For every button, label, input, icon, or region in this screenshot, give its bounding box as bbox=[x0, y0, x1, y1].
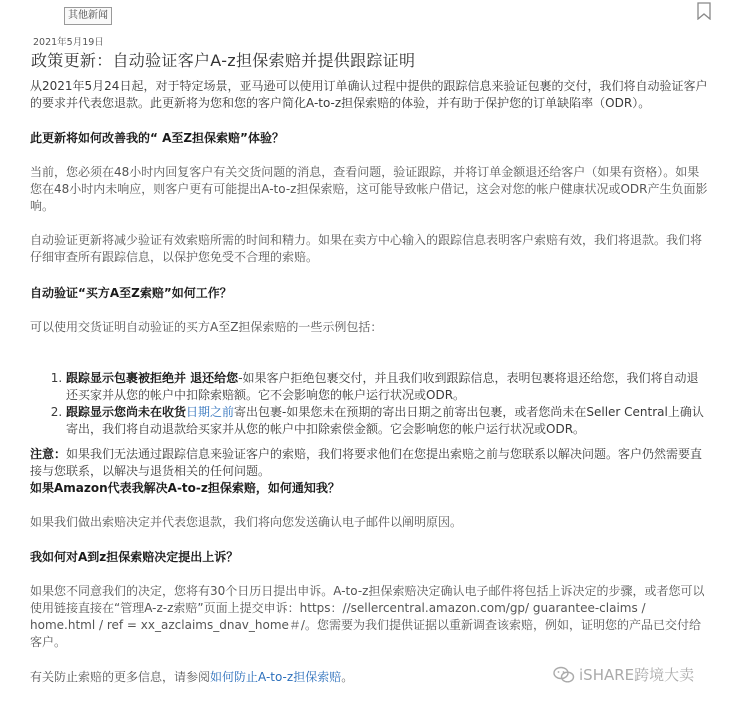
article-date: 2021年5月19日 bbox=[33, 37, 104, 48]
watermark bbox=[553, 664, 694, 685]
list-item bbox=[66, 404, 710, 438]
list-item-link[interactable]: 日期之前 bbox=[186, 405, 235, 419]
list-item bbox=[66, 370, 710, 404]
paragraph-end: 。 bbox=[341, 670, 354, 684]
bookmark-icon[interactable] bbox=[697, 2, 711, 20]
category-tag[interactable]: 其他新闻 bbox=[64, 7, 112, 25]
section-heading: 自动验证“买方A至Z索赔”如何工作？ bbox=[30, 286, 232, 300]
article-body bbox=[30, 78, 710, 686]
intro-paragraph: 从2021年5月24日起，对于特定场景，亚马逊可以使用订单确认过程中提供的跟踪信息来验证包裹的交付，我们将自动验证客户的要求并代表您退款。此更新将为您和您的客户简化A-to-z担保索赔的体验，并有助于保护您的订单缺陷率（ODR）。 bbox=[30, 79, 708, 110]
section-heading: 我如何对A到z担保索赔决定提出上诉？ bbox=[30, 550, 239, 564]
list-item-bold: 跟踪显示您尚未在收货 bbox=[66, 405, 187, 419]
paragraph: 如果我们做出索赔决定并代表您退款，我们将向您发送确认电子邮件以阐明原因。 bbox=[30, 515, 463, 529]
wechat-icon bbox=[553, 666, 575, 684]
note-label: 注意： bbox=[30, 447, 67, 461]
note-text: 如果我们无法通过跟踪信息来验证客户的索赔，我们将要求他们在您提出索赔之前与您联系以解决问题。客户仍然需要直接与您联系，以解决与退货相关的任何问题。 bbox=[30, 447, 703, 478]
watermark-text: iSHARE跨境大卖 bbox=[579, 666, 695, 684]
note-paragraph bbox=[30, 446, 710, 480]
prevent-claims-link[interactable]: 如何防止A-to-z担保索赔 bbox=[210, 670, 342, 684]
top-bar bbox=[0, 0, 735, 26]
paragraph: 如果您不同意我们的决定，您将有30个日历日提出申诉。A-to-z担保索赔决定确认电子邮件将包括上诉决定的步骤，或者您可以使用链接直接在“管理A-z-z索赔”页面上提交申诉：https：//sellercentral.amazon.com/gp/ guarantee-claims / home.html / ref = xx_azclaims_dnav_home＃/。您需要为我们提供证据以重新调查该索赔，例如，证明您的产品已交付给客户。 bbox=[30, 584, 705, 649]
list-item-text: 寄出包裹-如果您未在预期的寄出日期之前寄出包裹，或者您尚未在Seller Central上确认寄出，我们将自动退款给买家并从您的帐户中扣除索偿金额。它会影响您的帐户运行状况或ODR。 bbox=[66, 405, 704, 436]
section-heading: 如果Amazon代表我解决A-to-z担保索赔，如何通知我？ bbox=[30, 481, 340, 495]
list-item-bold: 跟踪显示包裹被拒绝并 退还给您 bbox=[66, 371, 239, 385]
examples-list bbox=[30, 370, 710, 438]
article-title: 政策更新：自动验证客户A-z担保索赔并提供跟踪证明 bbox=[31, 51, 416, 70]
list-item-text: -如果客户拒绝包裹交付，并且我们收到跟踪信息，表明包裹将退还给您，我们将自动退还买家并从您的帐户中扣除索赔额。它不会影响您的帐户运行状况或ODR。 bbox=[66, 371, 699, 402]
paragraph-text: 有关防止索赔的更多信息，请参阅 bbox=[30, 670, 211, 684]
paragraph: 可以使用交货证明自动验证的买方A至Z担保索赔的一些示例包括： bbox=[30, 320, 383, 334]
section-heading: 此更新将如何改善我的“ A至Z担保索赔”体验？ bbox=[30, 131, 284, 145]
paragraph: 自动验证更新将减少验证有效索赔所需的时间和精力。如果在卖方中心输入的跟踪信息表明客户索赔有效，我们将退款。我们将仔细审查所有跟踪信息，以保护您免受不合理的索赔。 bbox=[30, 233, 703, 264]
paragraph: 当前，您必须在48小时内回复客户有关交货问题的消息，查看问题，验证跟踪，并将订单金额退还给客户（如果有资格）。如果您在48小时内未响应，则客户更有可能提出A-to-z担保索赔，这可能导致帐户借记，这会对您的帐户健康状况或ODR产生负面影响。 bbox=[30, 165, 708, 213]
